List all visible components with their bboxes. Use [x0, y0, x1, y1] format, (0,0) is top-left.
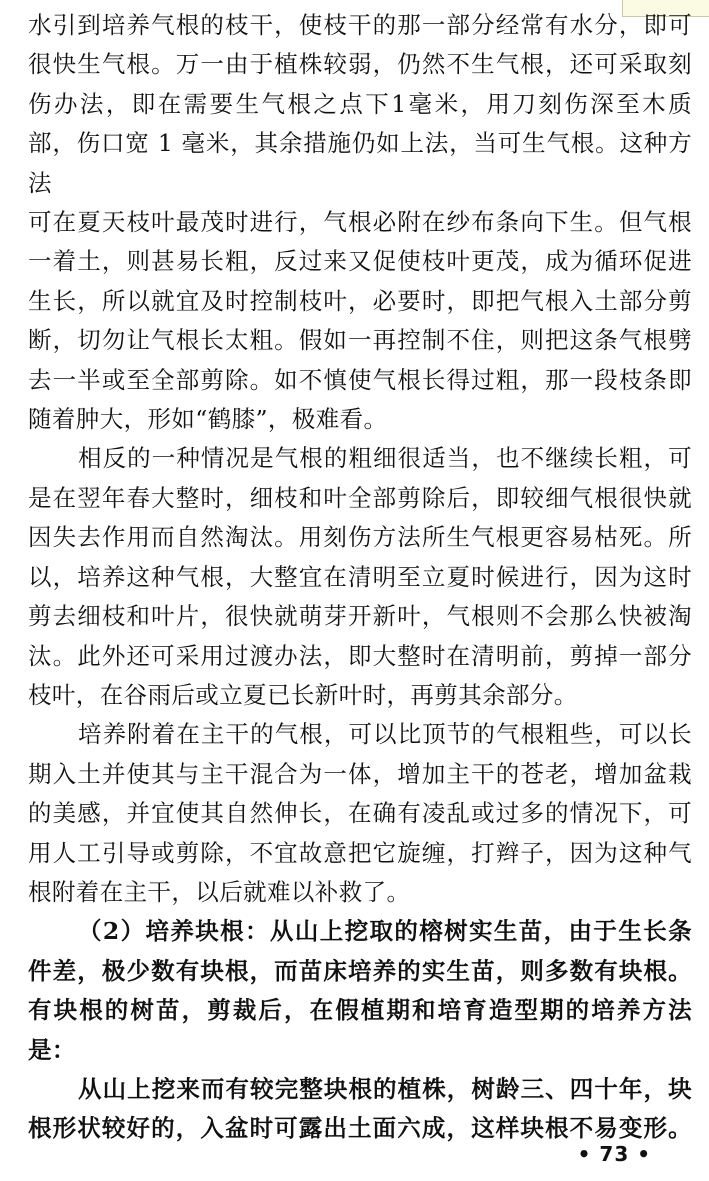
paragraph-4 [28, 912, 692, 1070]
text-line: 随着肿大，形如“鹤膝”，极难看。 [28, 405, 388, 434]
text-line: 用人工引导或剪除，不宜故意把它旋缠，打辫子，因为这种气 [28, 838, 692, 867]
text-line: 因失去作用而自然淘汰。用刻伤方法所生气根更容易枯死。所 [28, 523, 692, 552]
paragraph-1 [28, 6, 692, 439]
text-line: 是： [28, 1035, 76, 1064]
text-line: 件差，极少数有块根，而苗床培养的实生苗，则多数有块根。 [28, 956, 692, 985]
text-line: 汰。此外还可采用过渡办法，即大整时在清明前，剪掉一部分 [28, 641, 692, 670]
paragraph-3 [28, 715, 692, 912]
text-line: （2）培养块根：从山上挖取的榕树实生苗，由于生长条 [78, 917, 692, 946]
text-line: 从山上挖来而有较完整块根的植株，树龄三、四十年，块 [78, 1074, 692, 1103]
text-line: 水引到培养气根的枝干，使枝干的那一部分经常有水分，即可 [28, 11, 692, 39]
text-line: 枝叶，在谷雨后或立夏已长新叶时，再剪其余部分。 [28, 680, 578, 709]
page-number: • 73 • [577, 1142, 651, 1166]
text-line: 伤办法，即在需要生气根之点下1毫米，用刀刻伤深至木质 [28, 89, 692, 118]
text-line: 很快生气根。万一由于植株较弱，仍然不生气根，还可采取刻 [28, 50, 692, 79]
text-line: 断，切勿让气根长太粗。假如一再控制不住，则把这条气根劈 [28, 326, 692, 355]
text-line: 培养附着在主干的气根，可以比顶节的气根粗些，可以长 [78, 720, 692, 749]
text-line: 有块根的树苗，剪裁后，在假植期和培育造型期的培养方法 [28, 996, 692, 1025]
text-line: 去一半或至全部剪除。如不慎使气根长得过粗，那一段枝条即 [28, 365, 692, 394]
text-line: 一着土，则甚易长粗，反过来又促使枝叶更茂，成为循环促进 [28, 247, 692, 276]
text-line: 生长，所以就宜及时控制枝叶，必要时，即把气根入土部分剪 [28, 286, 692, 315]
text-line: 根附着在主干，以后就难以补救了。 [28, 877, 411, 906]
body-text [28, 6, 692, 1149]
text-line: 剪去细枝和叶片，很快就萌芽开新叶，气根则不会那么快被淘 [28, 602, 692, 631]
text-line: 期入土并使其与主干混合为一体，增加主干的苍老，增加盆栽 [28, 759, 692, 788]
text-line: 部，伤口宽 1 毫米，其余措施仍如上法，当可生气根。这种方法 [28, 129, 692, 197]
paragraph-5 [28, 1070, 692, 1149]
text-line: 相反的一种情况是气根的粗细很适当，也不继续长粗，可 [78, 444, 692, 473]
paragraph-2 [28, 439, 692, 715]
text-line: 可在夏天枝叶最茂时进行，气根必附在纱布条向下生。但气根 [28, 208, 692, 237]
text-line: 的美感，并宜使其自然伸长，在确有凌乱或过多的情况下，可 [28, 799, 692, 828]
text-line: 以，培养这种气根，大整宜在清明至立夏时候进行，因为这时 [28, 562, 692, 591]
text-line: 是在翌年春大整时，细枝和叶全部剪除后，即较细气根很快就 [28, 483, 692, 512]
text-line: 根形状较好的，入盆时可露出土面六成，这样块根不易变形。 [28, 1114, 692, 1143]
